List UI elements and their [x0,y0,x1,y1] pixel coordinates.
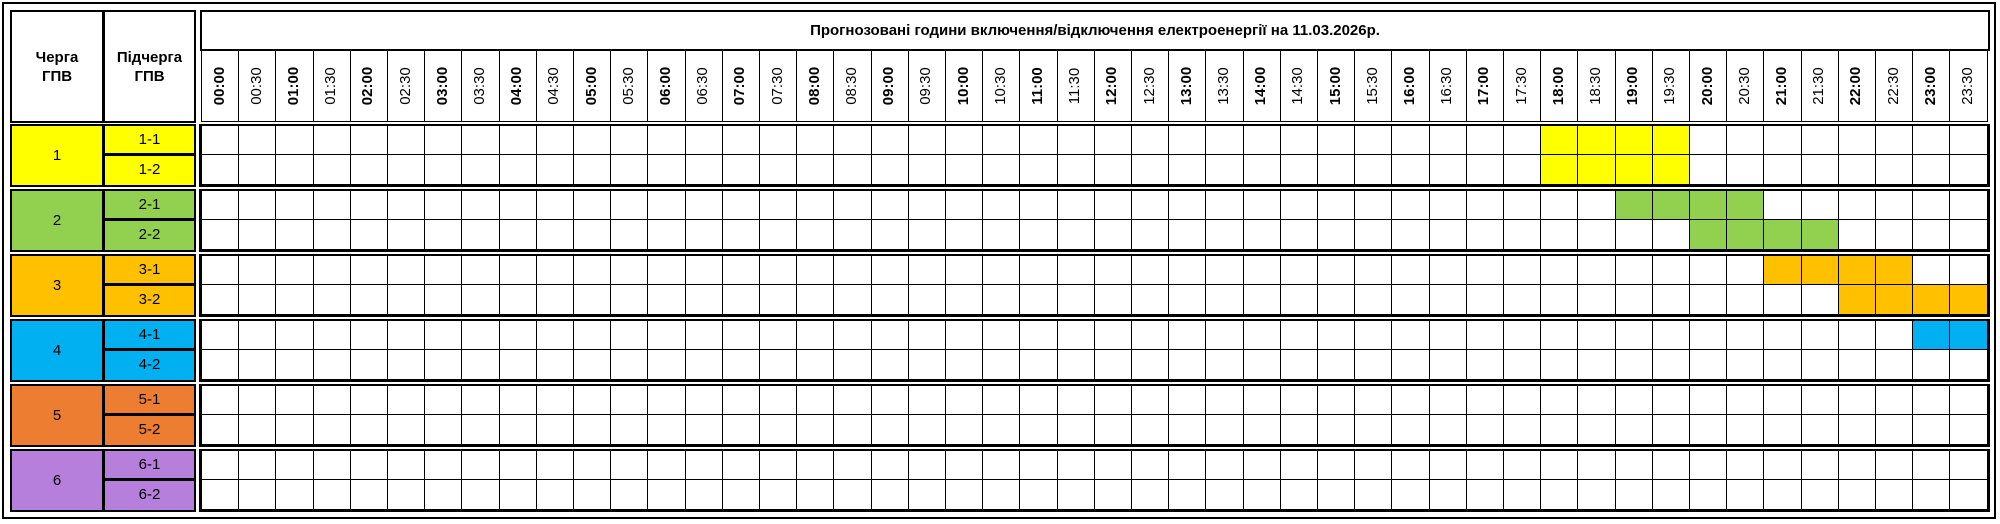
time-label: 16:00 [1401,66,1418,106]
time-label: 14:30 [1289,67,1307,105]
subqueue-label: 6-2 [138,486,161,503]
time-label: 13:00 [1177,66,1195,106]
time-label: 00:00 [210,66,228,106]
group-grid-outline [199,189,1990,252]
time-label: 12:00 [1103,66,1121,106]
group-grid-outline [199,449,1990,512]
time-label: 13:30 [1215,67,1232,105]
page-title: Прогнозовані години включення/відключення електроенергії на 11.03.2026р. [810,22,1380,39]
time-label: 01:00 [285,66,302,106]
queue-label: 4 [52,342,62,359]
time-label: 20:00 [1698,66,1716,106]
subqueue-label: 5-1 [138,391,161,408]
subqueue-label: 5-2 [138,421,161,438]
time-label: 15:30 [1363,67,1381,105]
time-label: 01:30 [322,67,340,105]
time-label: 05:30 [619,67,637,105]
time-label: 21:00 [1773,66,1790,106]
time-label: 06:00 [657,66,674,106]
time-label: 16:30 [1438,67,1456,105]
queue-label: 3 [52,277,62,294]
queue-label: 6 [52,472,62,489]
time-label: 17:30 [1512,67,1530,105]
time-label: 08:00 [805,66,823,106]
group-grid-outline [199,254,1990,317]
queue-label: 1 [52,147,62,164]
time-label: 04:30 [545,67,563,105]
time-label: 05:00 [582,66,600,106]
time-label: 15:00 [1326,66,1344,106]
subqueue-label: 2-1 [138,196,161,213]
subqueue-label: 4-1 [138,326,161,343]
time-label: 10:00 [954,66,972,106]
subqueue-label: 1-1 [138,131,161,148]
time-label: 19:30 [1661,67,1679,105]
time-label: 11:00 [1029,67,1046,105]
time-label: 21:30 [1810,67,1828,105]
time-label: 22:00 [1847,66,1865,106]
time-label: 06:30 [694,67,712,105]
time-label: 08:30 [843,67,860,105]
queue-label: 5 [52,407,62,424]
time-label: 00:30 [247,67,265,105]
subqueue-label: 2-2 [138,226,161,243]
subqueue-label: 3-1 [138,261,161,278]
time-label: 20:30 [1735,67,1753,105]
subqueue-label: 6-1 [138,456,161,473]
time-label: 12:30 [1140,67,1158,105]
time-label: 22:30 [1884,67,1902,105]
subqueue-label: 4-2 [138,356,161,373]
time-label: 09:00 [880,66,898,106]
queue-header-label: Черга ГПВ [35,48,79,85]
time-label: 11:30 [1066,67,1084,105]
time-label: 02:00 [359,66,377,106]
time-label: 17:00 [1475,66,1493,106]
queue-label: 2 [52,212,62,229]
subqueue-label: 3-2 [138,291,161,308]
subqueue-label: 1-2 [138,161,161,178]
group-grid-outline [199,124,1990,187]
subqueue-header-label: Підчерга ГПВ [116,48,183,85]
time-label: 03:30 [471,67,488,105]
time-label: 02:30 [396,67,414,105]
time-label: 03:00 [433,66,451,106]
time-label: 14:00 [1252,66,1270,106]
time-label: 07:30 [768,67,786,105]
time-label: 23:30 [1959,67,1976,105]
time-label: 10:30 [991,67,1009,105]
time-label: 18:30 [1587,67,1604,105]
time-label: 19:00 [1624,66,1642,106]
time-label: 18:00 [1549,66,1567,106]
time-label: 23:00 [1921,66,1939,106]
time-label: 09:30 [917,67,935,105]
group-grid-outline [199,384,1990,447]
time-label: 07:00 [731,66,749,106]
group-grid-outline [199,319,1990,382]
time-label: 04:00 [508,66,526,106]
